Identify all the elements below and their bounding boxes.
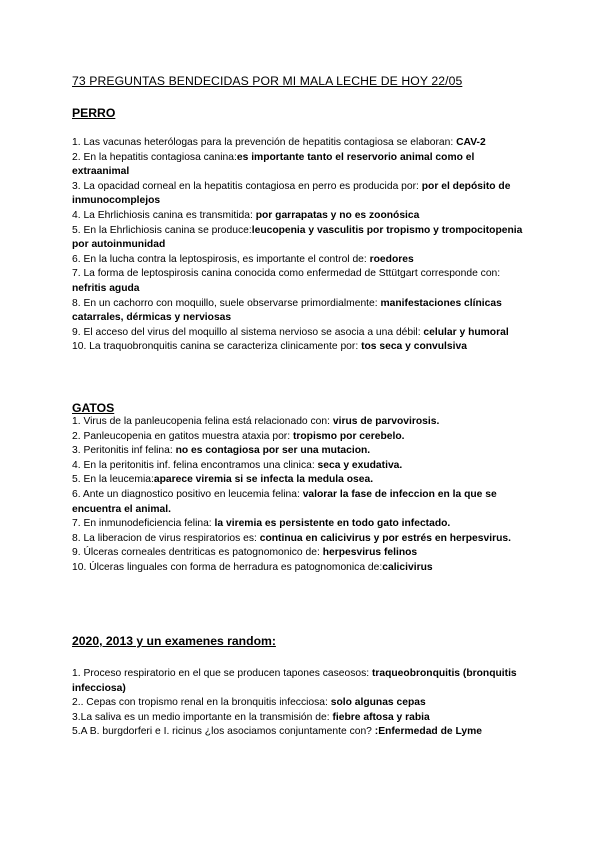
list-item xyxy=(72,180,528,209)
section-heading-random-exams: 2020, 2013 y un examenes random: xyxy=(72,634,276,648)
answer-text: traqueobronquitis (bronquitis infecciosa) xyxy=(72,668,517,694)
answer-text: nefritis aguda xyxy=(72,282,140,294)
answer-text: fiebre aftosa y rabia xyxy=(332,711,430,723)
answer-text: es importante tanto el reservorio animal como el extraanimal xyxy=(72,151,475,178)
question-text: 4. La Ehrlichiosis canina es transmitida: xyxy=(72,209,256,221)
list-item xyxy=(72,209,528,224)
list-item xyxy=(72,297,528,326)
answer-text: celular y humoral xyxy=(423,326,509,338)
section-heading-gatos: GATOS xyxy=(72,401,115,415)
document-title: 73 PREGUNTAS BENDECIDAS POR MI MALA LECHE DE HOY 22/05 xyxy=(72,74,463,88)
list-item xyxy=(72,667,528,696)
answer-text: herpesvirus felinos xyxy=(322,547,418,559)
list-item xyxy=(72,517,528,532)
answer-text: calicivirus xyxy=(382,561,433,573)
question-text: 6. Ante un diagnostico positivo en leucemia felina: xyxy=(72,488,303,500)
question-text: 5. En la Ehrlichiosis canina se produce: xyxy=(72,224,252,236)
list-item xyxy=(72,711,528,726)
question-text: 6. En la lucha contra la leptospirosis, es importante el control de: xyxy=(72,253,370,265)
question-text: 4. En la peritonitis inf. felina encontramos una clinica: xyxy=(72,459,318,471)
answer-text: por garrapatas y no es zoonósica xyxy=(255,209,420,221)
question-list-perro xyxy=(72,136,528,355)
list-item xyxy=(72,473,528,488)
answer-text: :Enfermedad de Lyme xyxy=(374,726,482,738)
question-text: 8. En un cachorro con moquillo, suele observarse primordialmente: xyxy=(72,297,381,309)
list-item xyxy=(72,444,528,459)
list-item xyxy=(72,430,528,445)
question-text: 10. La traquobronquitis canina se caracteriza clinicamente por: xyxy=(72,341,362,353)
answer-text: virus de parvovirosis. xyxy=(332,416,440,427)
question-text: 3.La saliva es un medio importante en la transmisión de: xyxy=(72,711,333,723)
list-item xyxy=(72,546,528,561)
question-text: 8. La liberacion de virus respiratorios es: xyxy=(72,532,260,544)
question-text: 9. El acceso del virus del moquillo al sistema nervioso se asocia a una débil: xyxy=(72,326,424,338)
list-item xyxy=(72,267,528,296)
answer-text: manifestaciones clínicas catarrales, dérmicas y nerviosas xyxy=(72,297,502,324)
list-item xyxy=(72,725,528,740)
question-text: 5. En la leucemia: xyxy=(72,474,154,486)
question-list-gatos xyxy=(72,415,528,576)
list-item xyxy=(72,459,528,474)
question-text: 1. Proceso respiratorio en el que se producen tapones caseosos: xyxy=(72,668,372,679)
answer-text: solo algunas cepas xyxy=(330,697,426,709)
list-item xyxy=(72,136,528,151)
question-text: 2. Panleucopenia en gatitos muestra ataxia por: xyxy=(72,430,293,442)
answer-text: no es contagiosa por ser una mutacion. xyxy=(175,445,371,457)
list-item xyxy=(72,326,528,341)
answer-text: roedores xyxy=(369,253,414,265)
question-text: 3. La opacidad corneal en la hepatitis contagiosa en perro es producida por: xyxy=(72,180,422,192)
question-list-random-exams xyxy=(72,667,528,740)
question-text: 5.A B. burgdorferi e I. ricinus ¿los asociamos conjuntamente con? xyxy=(72,726,375,738)
question-text: 2.. Cepas con tropismo renal en la bronquitis infecciosa: xyxy=(72,697,331,709)
list-item xyxy=(72,488,528,517)
list-item xyxy=(72,253,528,268)
answer-text: leucopenia y vasculitis por tropismo y trompocitopenia por autoinmunidad xyxy=(72,224,523,251)
answer-text: aparece viremia si se infecta la medula osea. xyxy=(153,474,374,486)
question-text: 1. Virus de la panleucopenia felina está relacionado con: xyxy=(72,416,333,427)
question-text: 1. Las vacunas heterólogas para la prevención de hepatitis contagiosa se elaboran: xyxy=(72,137,457,148)
list-item xyxy=(72,340,528,355)
answer-text: la viremia es persistente en todo gato infectado. xyxy=(214,518,451,530)
answer-text: valorar la fase de infeccion en la que se encuentra el animal. xyxy=(72,488,497,515)
list-item xyxy=(72,561,528,576)
answer-text: tos seca y convulsiva xyxy=(361,341,467,353)
answer-text: continua en calicivirus y por estrés en herpesvirus. xyxy=(259,532,511,544)
question-text: 9. Úlceras corneales dentriticas es patognomonico de: xyxy=(72,547,323,559)
answer-text: por el depósito de inmunocomplejos xyxy=(72,180,511,207)
question-text: 7. En inmunodeficiencia felina: xyxy=(72,518,215,530)
answer-text: CAV-2 xyxy=(456,137,486,148)
question-text: 2. En la hepatitis contagiosa canina: xyxy=(72,151,237,163)
question-text: 7. La forma de leptospirosis canina conocida como enfermedad de Sttütgart corresponde con: xyxy=(72,268,501,280)
answer-text: tropismo por cerebelo. xyxy=(292,430,405,442)
list-item xyxy=(72,415,528,430)
list-item xyxy=(72,532,528,547)
section-heading-perro: PERRO xyxy=(72,106,116,120)
question-text: 10. Úlceras linguales con forma de herradura es patognomonica de: xyxy=(72,561,383,573)
list-item xyxy=(72,696,528,711)
list-item xyxy=(72,151,528,180)
question-text: 3. Peritonitis inf felina: xyxy=(72,445,176,457)
list-item xyxy=(72,224,528,253)
answer-text: seca y exudativa. xyxy=(317,459,403,471)
